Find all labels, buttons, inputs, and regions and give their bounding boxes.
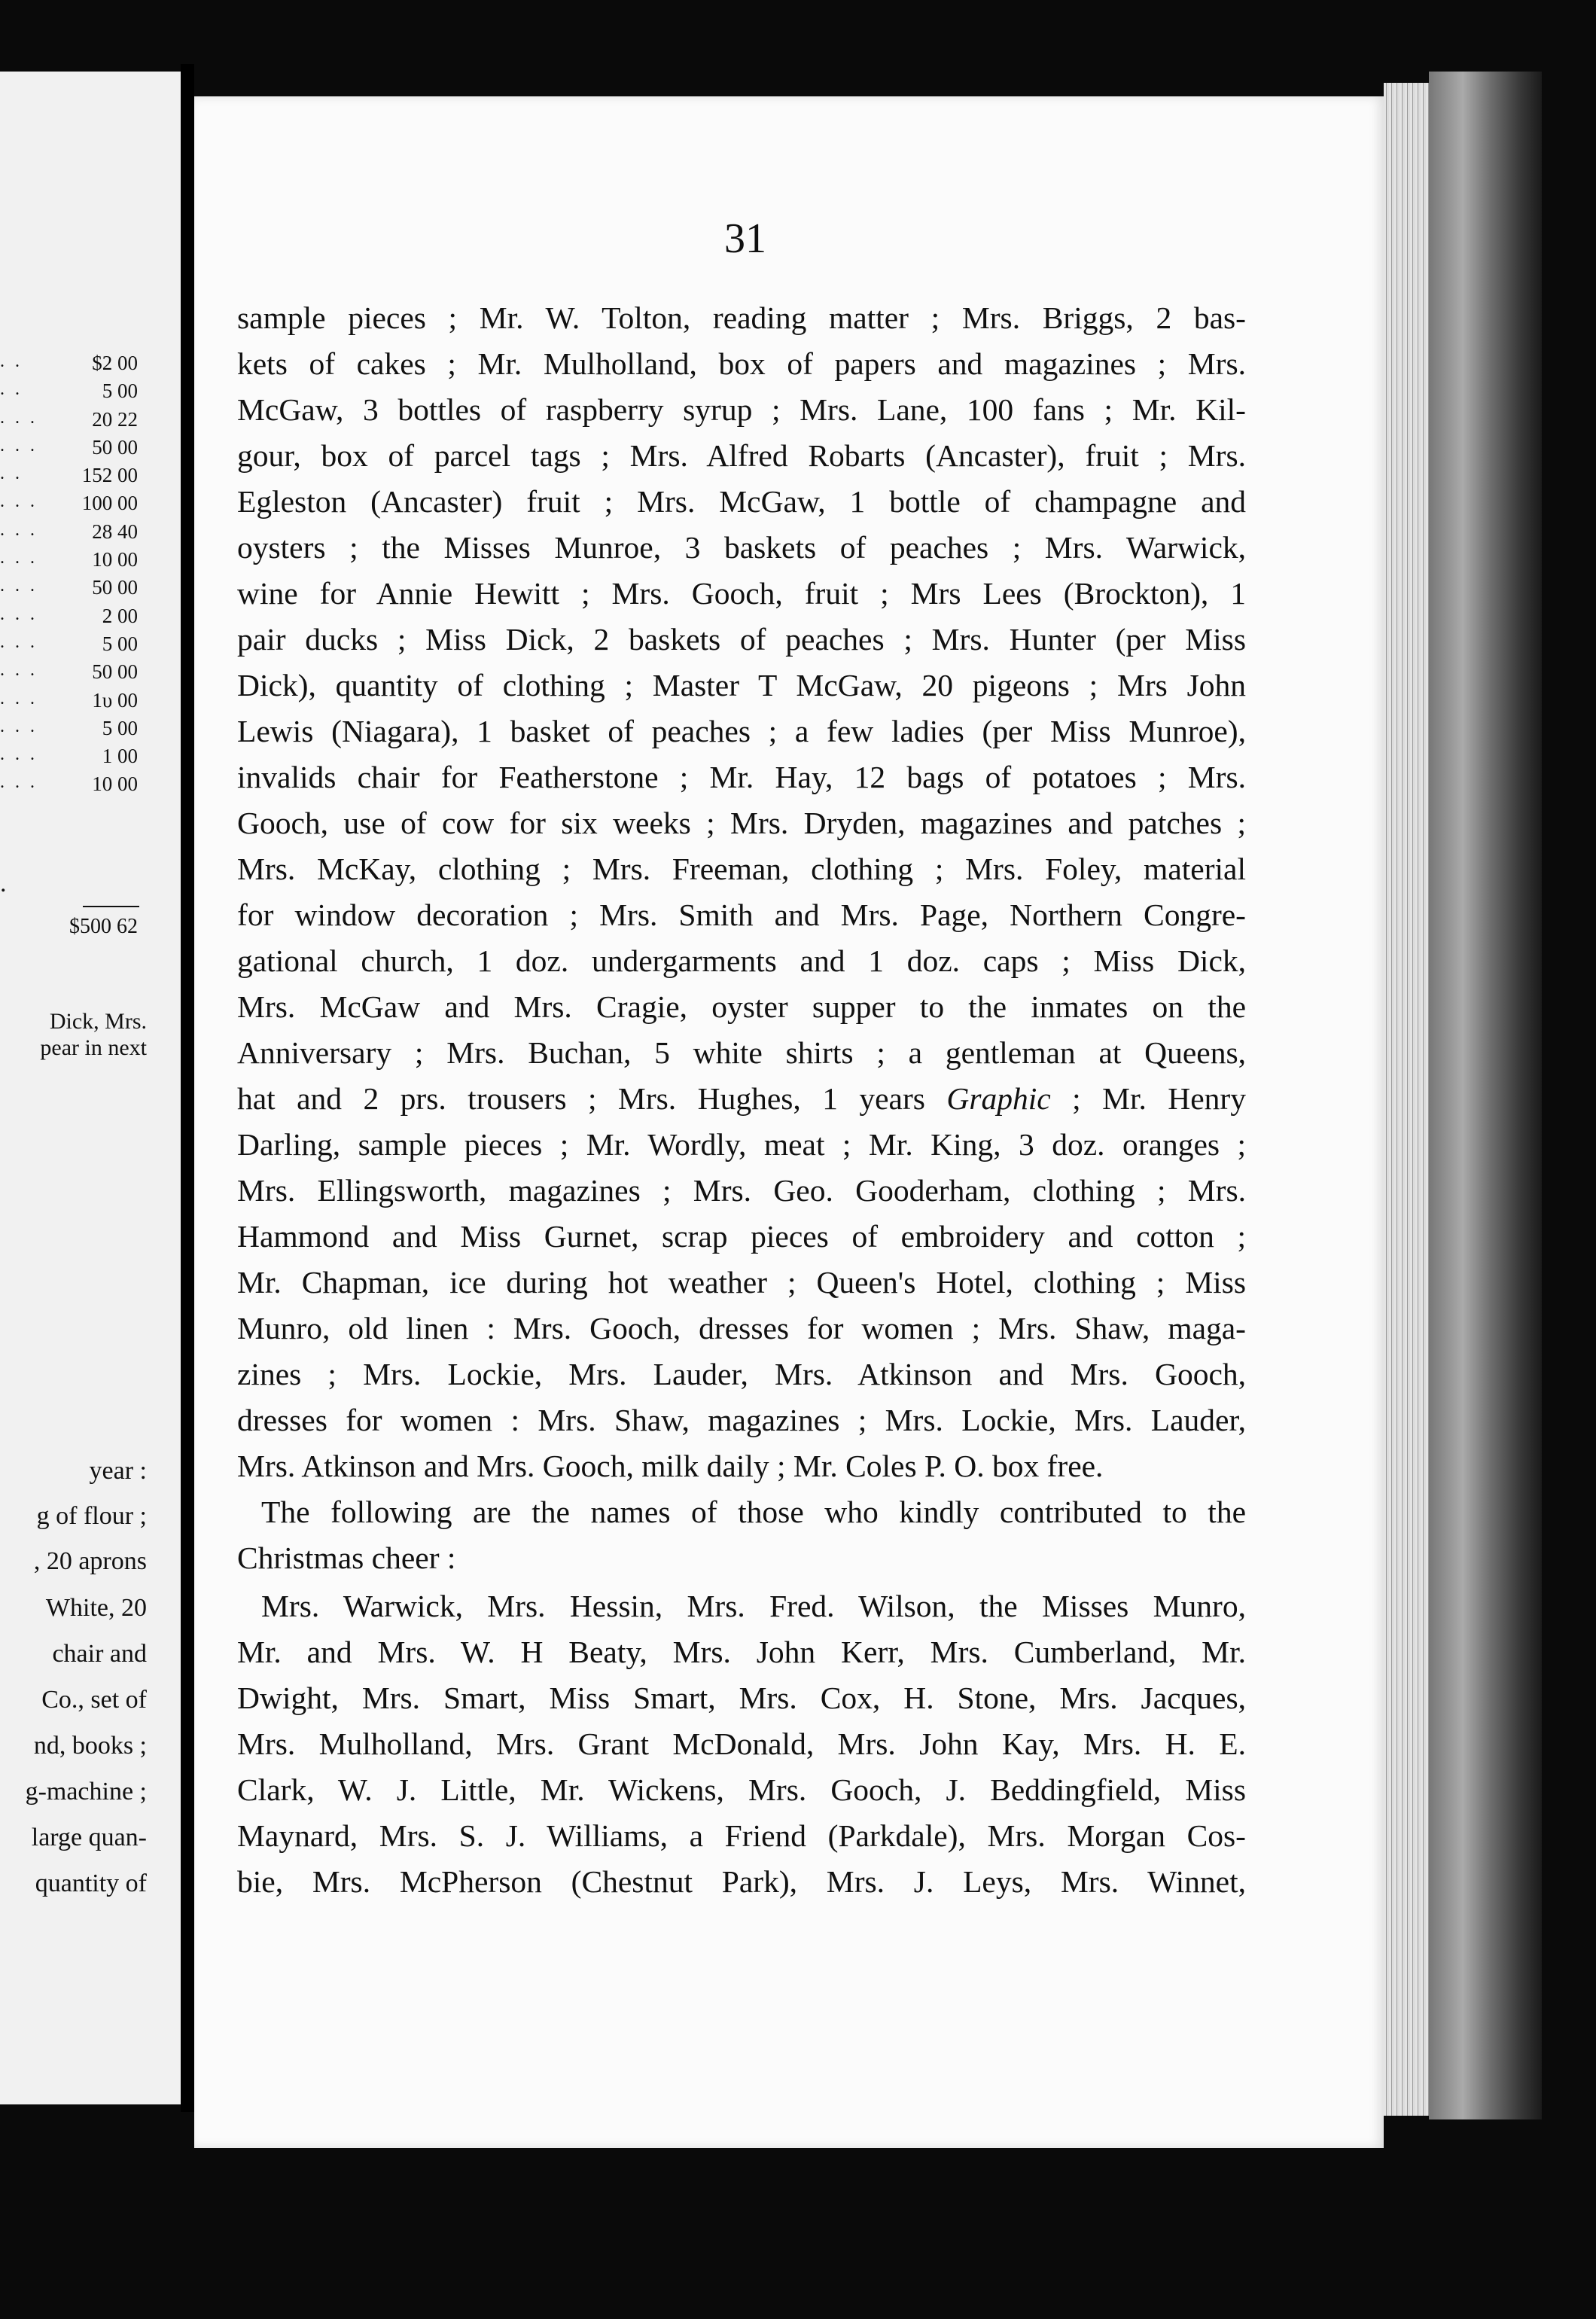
text-line: dresses for women : Mrs. Shaw, magazines ; Mrs. Lockie, Mrs. Lauder, [237,1403,1246,1437]
ledger-row: . . $2 00 [0,352,138,374]
ledger-total: $500 62 [69,915,138,938]
left-fragment: g of flour ; [36,1502,147,1530]
ledger-row: . . . 50 00 [0,576,138,599]
text-line-graphic [237,1076,1246,1122]
text-line: Mrs. Ellingsworth, magazines ; Mrs. Geo. Gooderham, clothing ; Mrs. [237,1173,1246,1208]
text-line: gour, box of parcel tags ; Mrs. Alfred Robarts (Ancaster), fruit ; Mrs. [237,438,1246,473]
text-line: Mrs. Atkinson and Mrs. Gooch, milk daily ; Mr. Coles P. O. box free. [237,1449,1104,1483]
left-facing-page [0,72,181,2104]
left-fragment: , 20 aprons [33,1547,147,1575]
text-line: zines ; Mrs. Lockie, Mrs. Lauder, Mrs. Atkinson and Mrs. Gooch, [237,1357,1246,1391]
text-line: Mrs. Warwick, Mrs. Hessin, Mrs. Fred. Wilson, the Misses Munro, [261,1589,1246,1623]
ledger-amount: 50 00 [92,660,138,684]
left-fragment: pear in next [40,1035,147,1060]
ledger-row: . . . 28 40 [0,520,138,543]
body-text [237,295,1246,1905]
ledger-row: . . . 50 00 [0,660,138,684]
text-line: Christmas cheer : [237,1540,456,1575]
ledger-row: . . 5 00 [0,379,138,403]
ledger-row: . . . 10 00 [0,772,138,796]
graphic-title: Graphic [946,1081,1051,1116]
ledger-column [0,350,139,800]
text-line: bie, Mrs. McPherson (Chestnut Park), Mrs. J. Leys, Mrs. Winnet, [237,1864,1246,1899]
text-line: gational church, 1 doz. undergarments and 1 doz. caps ; Miss Dick, [237,943,1246,978]
ledger-amount: 1υ 00 [92,688,138,712]
ledger-amount: 28 40 [92,520,138,543]
ledger-row: . . 152 00 [0,464,138,487]
text-line: Dick), quantity of clothing ; Master T McGaw, 20 pigeons ; Mrs John [237,668,1246,702]
left-fragment: White, 20 [45,1594,147,1622]
text-line: Mrs. McGaw and Mrs. Cragie, oyster supper to the inmates on the [237,989,1246,1024]
ledger-row: . . . 10 00 [0,548,138,571]
text-line: Munro, old linen : Mrs. Gooch, dresses for women ; Mrs. Shaw, maga- [237,1311,1246,1345]
text-line: Clark, W. J. Little, Mr. Wickens, Mrs. Gooch, J. Beddingfield, Miss [237,1772,1246,1807]
left-fragment: g-machine ; [25,1778,147,1806]
ledger-row: . . . 1 00 [0,745,138,768]
left-fragment: Dick, Mrs. [49,1009,147,1034]
ledger-row: . . . 5 00 [0,632,138,655]
text-line: The following are the names of those who kindly contributed to the [261,1495,1246,1529]
ledger-amount: 10 00 [92,772,138,796]
left-fragment: . [0,870,7,897]
paragraph-donations [237,295,1246,1489]
text-line: Darling, sample pieces ; Mr. Wordly, meat ; Mr. King, 3 doz. oranges ; [237,1127,1246,1162]
ledger-amount: 1 00 [102,745,138,768]
text-line: Mr. and Mrs. W. H Beaty, Mrs. John Kerr, Mrs. Cumberland, Mr. [237,1635,1246,1669]
text-line: Anniversary ; Mrs. Buchan, 5 white shirts ; a gentleman at Queens, [237,1035,1246,1070]
left-fragment: chair and [52,1640,147,1668]
ledger-amount: 20 22 [92,407,138,431]
ledger-amount: 5 00 [102,632,138,655]
text-line: Hammond and Miss Gurnet, scrap pieces of embroidery and cotton ; [237,1219,1246,1254]
text-line: invalids chair for Featherstone ; Mr. Hay, 12 bags of potatoes ; Mrs. [237,760,1246,794]
ledger-amount: $2 00 [92,352,138,374]
ledger-total-rule [83,906,139,907]
text-line: for window decoration ; Mrs. Smith and Mrs. Page, Northern Congre- [237,897,1246,932]
text-line: Egleston (Ancaster) fruit ; Mrs. McGaw, 1 bottle of champagne and [237,484,1246,519]
ledger-row: . . . 100 00 [0,492,138,515]
book-cover-edge [1429,72,1542,2119]
text-line: Mrs. Mulholland, Mrs. Grant McDonald, Mrs. John Kay, Mrs. H. E. [237,1726,1246,1761]
ledger-row: . . . 2 00 [0,604,138,627]
page-number: 31 [724,215,766,262]
ledger-amount: 50 00 [92,576,138,599]
text-line: oysters ; the Misses Munroe, 3 baskets of peaches ; Mrs. Warwick, [237,530,1246,565]
text-line: pair ducks ; Miss Dick, 2 baskets of peaches ; Mrs. Hunter (per Miss [237,622,1246,657]
ledger-row: . . . 1υ 00 [0,688,138,712]
text-line: wine for Annie Hewitt ; Mrs. Gooch, fruit ; Mrs Lees (Brockton), 1 [237,576,1246,611]
text-line: Lewis (Niagara), 1 basket of peaches ; a few ladies (per Miss Munroe), [237,714,1246,748]
text-line: Maynard, Mrs. S. J. Williams, a Friend (Parkdale), Mrs. Morgan Cos- [237,1818,1246,1853]
ledger-amount: 5 00 [102,716,138,739]
ledger-row: . . . 20 22 [0,407,138,431]
left-fragment: quantity of [35,1870,147,1897]
graphic-line-before: hat and 2 prs. trousers ; Mrs. Hughes, 1 years [237,1081,947,1116]
left-fragment: nd, books ; [33,1732,147,1760]
text-line: kets of cakes ; Mr. Mulholland, box of papers and magazines ; Mrs. [237,346,1246,381]
paragraph-christmas-intro [237,1489,1246,1581]
left-fragment: year : [89,1457,147,1485]
left-fragment: large quan- [31,1824,147,1851]
text-line: Gooch, use of cow for six weeks ; Mrs. Dryden, magazines and patches ; [237,806,1246,840]
graphic-line-after: ; Mr. Henry [1050,1081,1247,1116]
paragraph-christmas-names [237,1583,1246,1905]
ledger-amount: 50 00 [92,435,138,459]
ledger-amount: 100 00 [81,492,138,515]
ledger-amount: 152 00 [81,464,138,487]
ledger-row: . . . 5 00 [0,716,138,739]
text-line: Mr. Chapman, ice during hot weather ; Queen's Hotel, clothing ; Miss [237,1265,1246,1300]
ledger-amount: 2 00 [102,604,138,627]
left-fragment: Co., set of [41,1686,147,1714]
text-line: McGaw, 3 bottles of raspberry syrup ; Mrs. Lane, 100 fans ; Mr. Kil- [237,392,1246,427]
text-line: Mrs. McKay, clothing ; Mrs. Freeman, clothing ; Mrs. Foley, material [237,852,1246,886]
book-gutter [181,64,194,2112]
ledger-amount: 10 00 [92,548,138,571]
text-line: sample pieces ; Mr. W. Tolton, reading matter ; Mrs. Briggs, 2 bas- [237,300,1246,335]
page-edges [1384,83,1429,2116]
text-line: Dwight, Mrs. Smart, Miss Smart, Mrs. Cox, H. Stone, Mrs. Jacques, [237,1681,1246,1715]
ledger-amount: 5 00 [102,379,138,403]
ledger-row: . . . 50 00 [0,435,138,459]
